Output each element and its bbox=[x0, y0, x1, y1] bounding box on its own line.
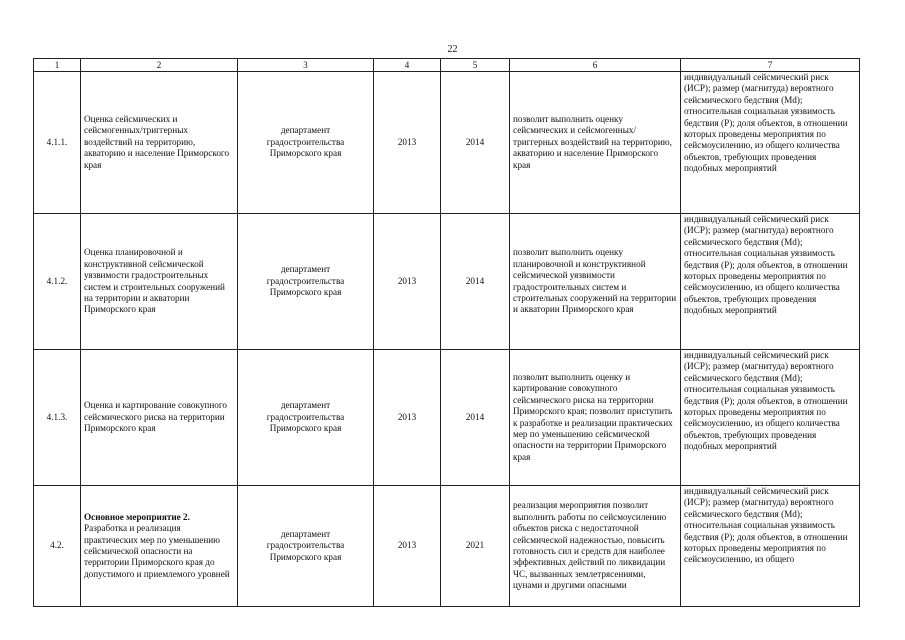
table-row bbox=[34, 214, 860, 350]
item-number: 4.1.3. bbox=[34, 350, 81, 486]
column-number-row bbox=[34, 59, 860, 72]
indicators: индивидуальный сейсмический риск (ИСР); размер (магнитуда) вероятного сейсмического бедствия (Md); относительная социальная уязвимость бедствия (Р); доля объектов, в отношении которых проведены мероприятия по сейсмоусилению, из общего количества объектов, требующих проведения подобных мероприятий bbox=[681, 72, 860, 214]
end-year: 2014 bbox=[441, 350, 510, 486]
column-number: 6 bbox=[510, 59, 681, 72]
item-number: 4.1.1. bbox=[34, 72, 81, 214]
activity-title: Разработка и реализация практических мер по уменьшению сейсмической опасности на территории Приморского края до допустимого и приемлемого уровней bbox=[84, 523, 230, 579]
table-row bbox=[34, 350, 860, 486]
activity-name bbox=[81, 350, 238, 486]
activity-name bbox=[81, 72, 238, 214]
expected-result: позволит выполнить оценку и картирование совокупного сейсмического риска на территории Приморского края; позволит приступить к разработке и реализации практических мер по уменьшению сейсмической опасности на территории Приморского края bbox=[510, 350, 681, 486]
column-number: 4 bbox=[374, 59, 441, 72]
table-row bbox=[34, 486, 860, 607]
end-year: 2014 bbox=[441, 72, 510, 214]
table-row bbox=[34, 72, 860, 214]
activity-name bbox=[81, 214, 238, 350]
column-number: 5 bbox=[441, 59, 510, 72]
activity-title: Оценка сейсмических и сейсмогенных/триггерных воздействий на территорию, акваторию и население Приморского края bbox=[84, 113, 230, 170]
main-activity-label: Основное мероприятие 2. bbox=[84, 511, 190, 522]
column-number: 1 bbox=[34, 59, 81, 72]
start-year: 2013 bbox=[374, 486, 441, 607]
program-activities-table bbox=[33, 58, 860, 607]
activity-title: Оценка и картирование совокупного сейсмического риска на территории Приморского края bbox=[84, 400, 227, 434]
column-number: 3 bbox=[238, 59, 374, 72]
end-year: 2014 bbox=[441, 214, 510, 350]
expected-result-text: реализация мероприятия позволит выполнить работы по сейсмоусилению объектов риска с недостаточной сейсмической надежностью, повысить готовность сил и средств для наиболее эффективных действий по ликвидации ЧС, вызванных землетрясениями, цунами и другими опасными bbox=[513, 500, 667, 591]
item-number: 4.2. bbox=[34, 486, 81, 607]
start-year: 2013 bbox=[374, 350, 441, 486]
item-number: 4.1.2. bbox=[34, 214, 81, 350]
expected-result bbox=[510, 486, 681, 607]
indicators: индивидуальный сейсмический риск (ИСР); размер (магнитуда) вероятного сейсмического бедствия (Md); относительная социальная уязвимость бедствия (Р); доля объектов, в отношении которых проведены мероприятия по сейсмоусилению, из общего количества объектов, требующих проведения подобных мероприятий bbox=[681, 214, 860, 350]
column-number: 2 bbox=[81, 59, 238, 72]
responsible-department: департамент градостроительства Приморского края bbox=[238, 350, 374, 486]
responsible-department: департамент градостроительства Приморского края bbox=[238, 72, 374, 214]
end-year: 2021 bbox=[441, 486, 510, 607]
page-number: 22 bbox=[447, 44, 458, 55]
expected-result: позволит выполнить оценку планировочной и конструктивной сейсмической уязвимости градостроительных систем и строительных сооружений на территории и акватории Приморского края bbox=[510, 214, 681, 350]
indicators: индивидуальный сейсмический риск (ИСР); размер (магнитуда) вероятного сейсмического бедствия (Md); относительная социальная уязвимость бедствия (Р); доля объектов, в отношении которых проведены мероприятия по сейсмоусилению, из общего количества объектов, требующих проведения подобных мероприятий bbox=[681, 350, 860, 486]
responsible-department: департамент градостроительства Приморского края bbox=[238, 486, 374, 607]
responsible-department: департамент градостроительства Приморского края bbox=[238, 214, 374, 350]
column-number: 7 bbox=[681, 59, 860, 72]
indicators-text: индивидуальный сейсмический риск (ИСР); размер (магнитуда) вероятного сейсмического бедствия (Md); относительная социальная уязвимость бедствия (Р); доля объектов, в отношении которых проведены мероприятия по сейсмоусилению, из общего bbox=[684, 486, 848, 565]
expected-result: позволит выполнить оценку сейсмических и сейсмогенных/триггерных воздействий на территорию, акваторию и население Приморского края bbox=[510, 72, 681, 214]
start-year: 2013 bbox=[374, 72, 441, 214]
activity-name bbox=[81, 486, 238, 607]
indicators bbox=[681, 486, 860, 607]
activity-title: Оценка планировочной и конструктивной сейсмической уязвимости градостроительных систем и строительных сооружений на территории и акватории Приморского края bbox=[84, 247, 225, 315]
start-year: 2013 bbox=[374, 214, 441, 350]
